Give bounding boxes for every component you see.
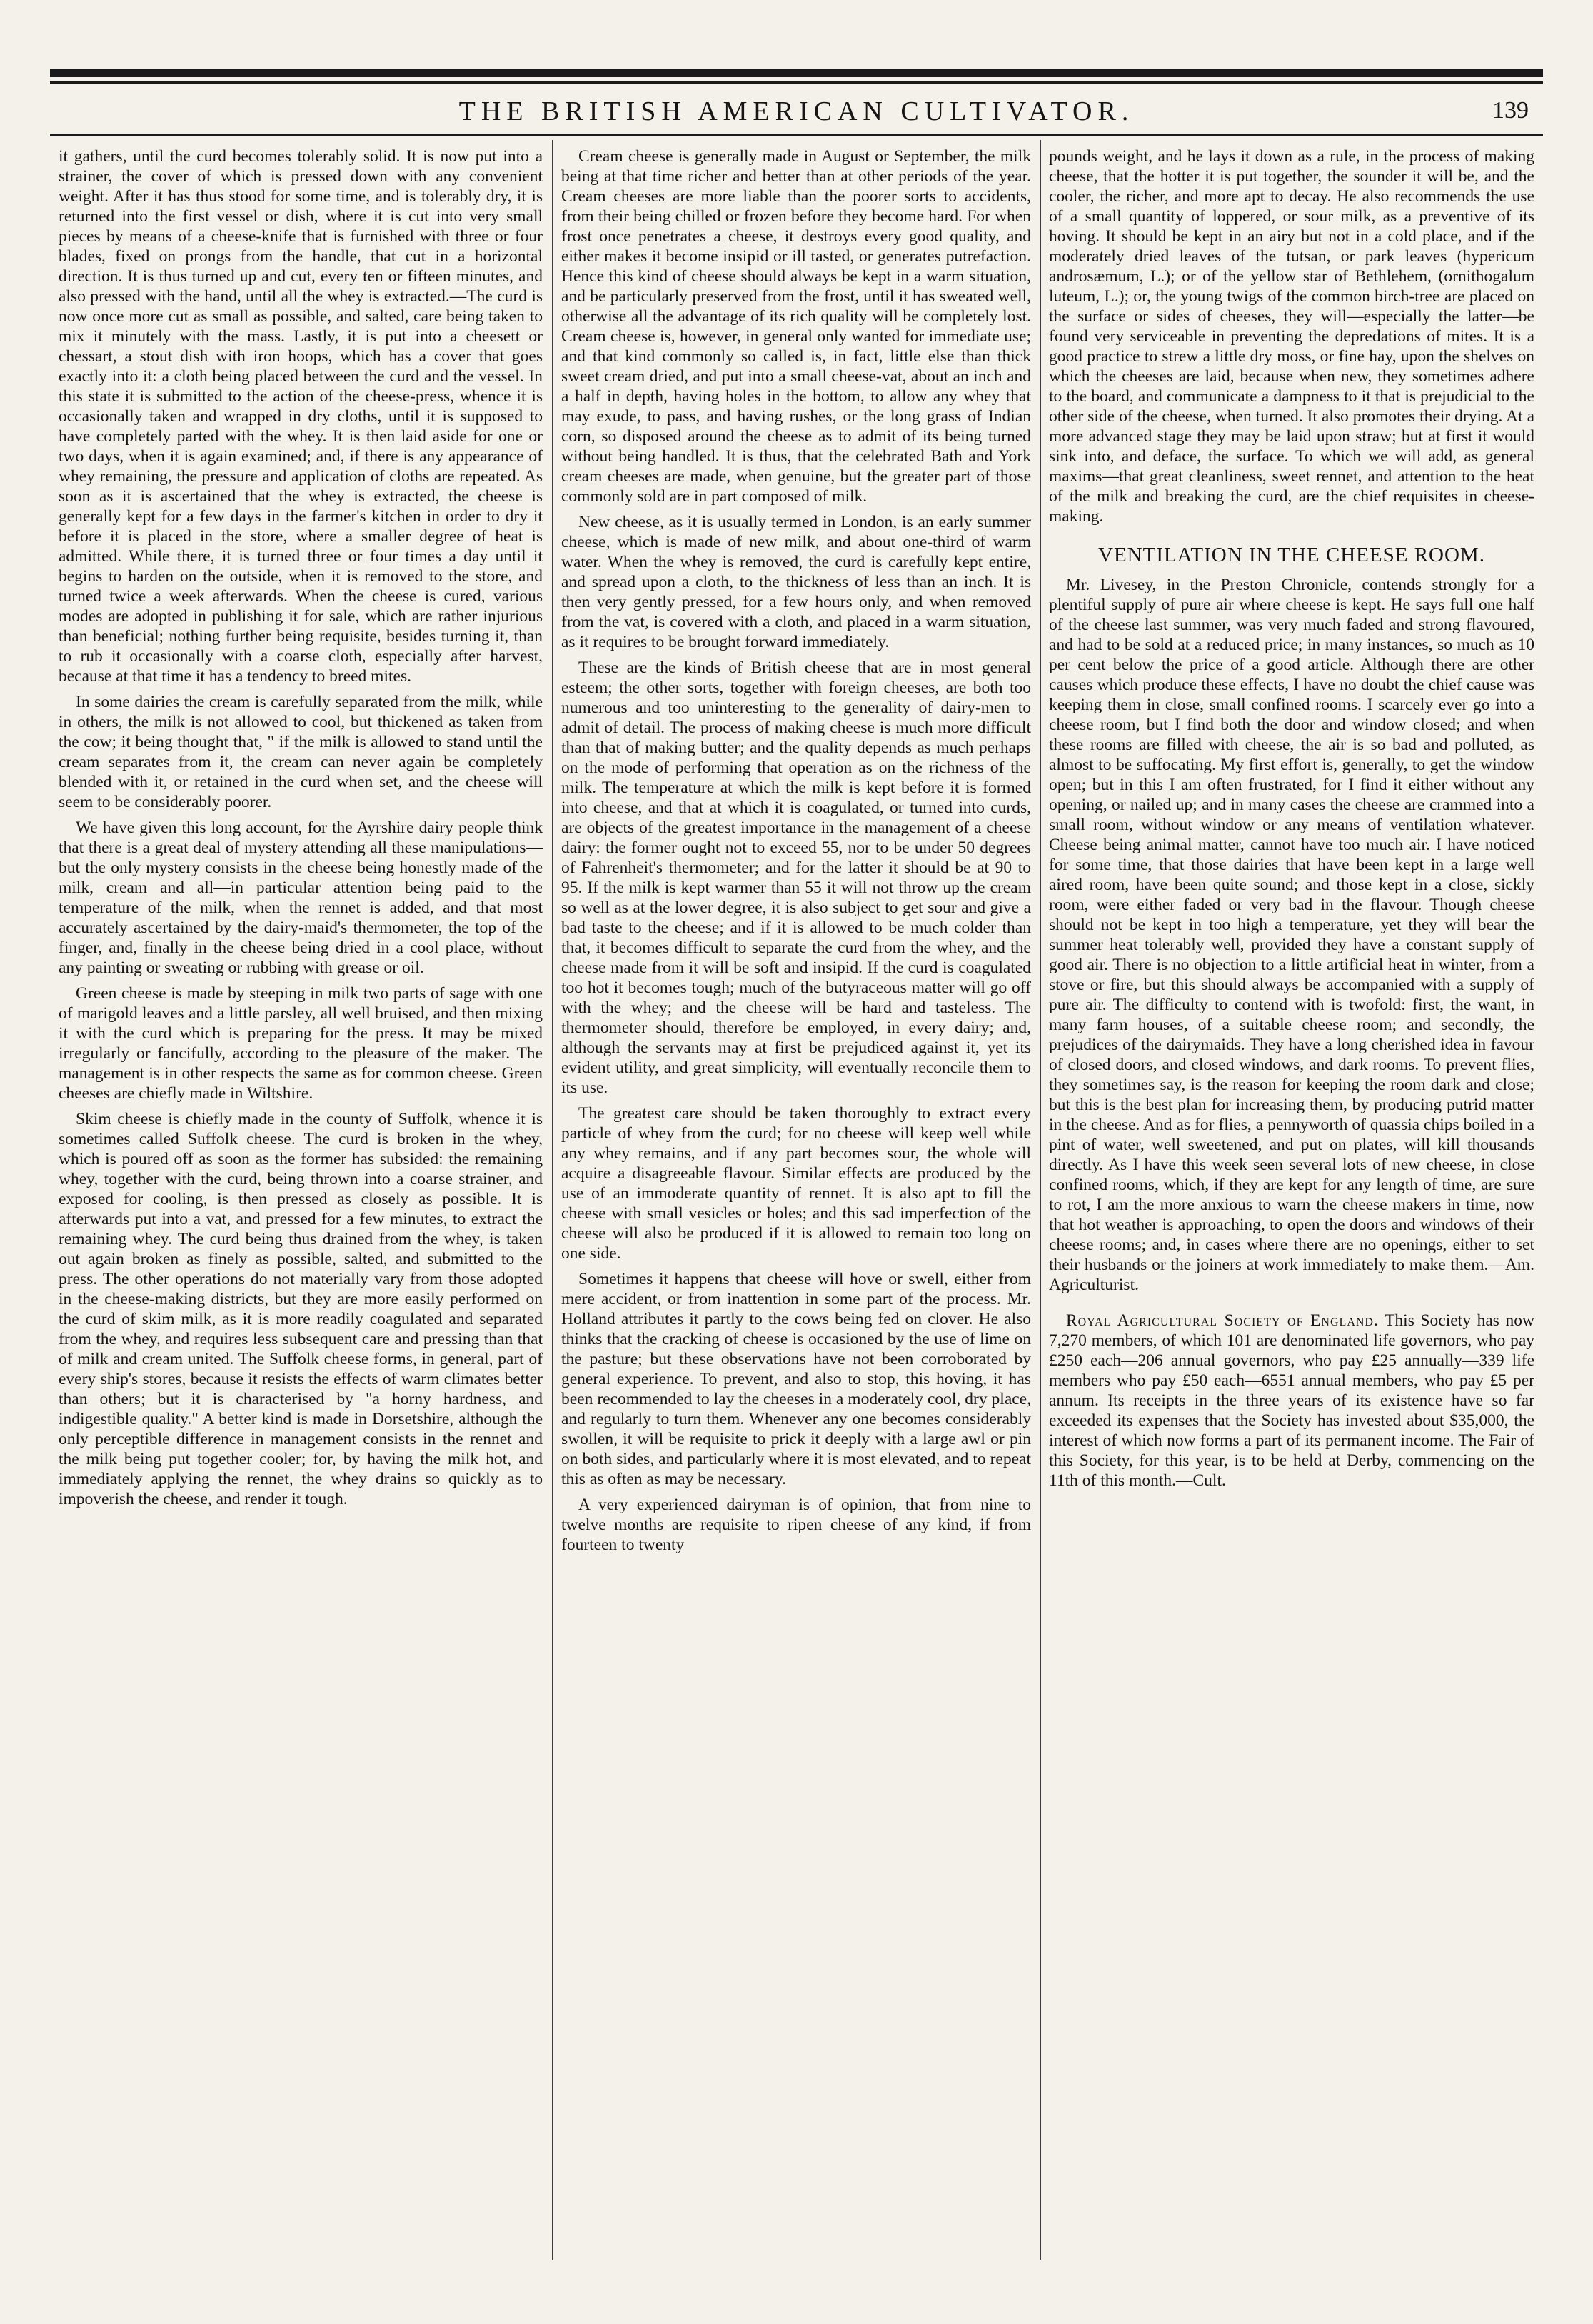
ventilation-heading: VENTILATION IN THE CHEESE ROOM. bbox=[1098, 544, 1485, 566]
col2-paragraph-1: Cream cheese is generally made in August or September, the milk being at that time richer and better than at other periods of the year. Cream cheeses are more liable than the poorer sorts to accidents, from their being chilled or frozen before they become hard. For when frost once penetrates a cheese, it destroys every good quality, and either makes it become insipid or ill tasted, or generates putrefaction. Hence this kind of cheese should always be kept in a warm situation, and be particularly preserved from the frost, until it has sweated well, otherwise all the advantage of its rich quality will be completely lost. Cream cheese is, however, in general only wanted for immediate use; and that kind commonly so called is, in fact, little else than thick sweet cream dried, and put into a small cheese-vat, about an inch and a half in depth, having holes in the bottom, to allow any whey that may exude, to pass, and having rushes, or the long grass of Indian corn, so disposed around the cheese as to admit of its being turned without being handled. It is thus, that the celebrated Bath and York cream cheeses are made, when genuine, but the greater part of those commonly sold are in part composed of milk. bbox=[561, 147, 1031, 506]
column-rule-2 bbox=[1040, 140, 1041, 2260]
masthead-top-rule bbox=[50, 69, 1543, 77]
royal-society-paragraph bbox=[1049, 1311, 1534, 1491]
royal-society-body: This Society has now 7,270 members, of which 101 are denominated life governors, who pay £250 each—206 annual governors, who pay £25 annually—339 life members who pay £50 each—6551 annual members, who pay £5 per annum. Its receipts in the three years of its existence have so far exceeded its expenses that the Society has invested about $35,000, the interest of which now forms a part of its permanent income. The Fair of this Society, for this year, is to be held at Derby, commencing on the 11th of this month.—Cult. bbox=[1049, 1311, 1534, 1490]
col2-paragraph-6: A very experienced dairyman is of opinion, that from nine to twelve months are requisite to ripen cheese of any kind, if from fourteen to twenty bbox=[561, 1496, 1031, 1554]
col1-paragraph-4: Green cheese is made by steeping in milk two parts of sage with one of marigold leaves and a little parsley, all well bruised, and then mixing it with the curd which is preparing for the press. It may be mixed irregularly or fancifully, according to the pleasure of the maker. The management is in other respects the same as for common cheese. Green cheeses are chiefly made in Wiltshire. bbox=[59, 984, 543, 1103]
col2-paragraph-3: These are the kinds of British cheese that are in most general esteem; the other sorts, together with foreign cheeses, are both too numerous and too uninteresting to the generality of dairy-men to admit of detail. The process of making cheese is much more difficult than that of making butter; and the quality depends as much perhaps on the mode of performing that operation as on the richness of the milk. The temperature at which the milk is kept before it is formed into cheese, and that at which it is coagulated, or turned into curds, are objects of the greatest importance in the management of a cheese dairy: the former ought not to exceed 55, nor to be under 50 degrees of Fahrenheit's thermometer; and for the latter it should be at 90 to 95. If the milk is kept warmer than 55 it will not throw up the cream so well as at the lower degree, it is also subject to get sour and give a bad taste to the cheese; and if it is allowed to be much colder than that, it becomes difficult to separate the curd from the whey, and the cheese made from it will be soft and insipid. If the curd is coagulated too hot it becomes tough; much of the butyraceous matter will go off with the whey; and the cheese will be hard and tasteless. The thermometer should, therefore be employed, in every dairy; and, although the servants may at first be prejudiced against it, yet its evident utility, and great simplicity, will eventually reconcile them to its use. bbox=[561, 658, 1031, 1097]
col2-paragraph-2: New cheese, as it is usually termed in London, is an early summer cheese, which is made of new milk, and about one-third of warm water. When the whey is removed, the curd is carefully kept entire, and spread upon a cloth, to the thickness of less than an inch. It is then very gently pressed, for a few hours only, and when removed from the vat, is covered with a cloth, and placed in a warm situation, as it requires to be brought forward immediately. bbox=[561, 513, 1031, 651]
ventilation-paragraph: Mr. Livesey, in the Preston Chronicle, contends strongly for a plentiful supply of pure air where cheese is kept. He says full one half of the cheese last summer, was very much faded and strong flavoured, and had to be sold at a reduced price; in many instances, so much as 10 per cent below the price of a good article. Although there are other causes which produce these effects, I have no doubt the chief cause was keeping them in close, small confined rooms. I scarcely ever go into a cheese room, but I find both the door and window closed; and when these rooms are filled with cheese, the air is so bad and polluted, as almost to be suffocating. My first effort is, generally, to get the window open; but in this I am often frustrated, for I find it either without any opening, or nailed up; and in many cases the cheese are crammed into a small room, without window or any means of ventilation whatever. Cheese being animal matter, cannot have too much air. I have noticed for some time, that those dairies that have been kept in a large well aired room, have been quite sound; and those kept in a close, sickly room, were either faded or very bad in the flavour. Though cheese should not be kept in too high a temperature, yet they will bear the summer heat tolerably well, provided they have a constant supply of good air. There is no objection to a little artificial heat in winter, from a stove or fire, but this should always be accompanied with a supply of pure air. The difficulty to contend with is twofold: first, the want, in many farm houses, of a suitable cheese room; and secondly, the prejudices of the dairymaids. They have a long cherished idea in favour of closed doors, and closed windows, and dark rooms. To prevent flies, they sometimes say, is the reason for keeping the room dark and close; but this is the best plan for increasing them, by producing putrid matter in the cheese. And as for flies, a pennyworth of quassia chips boiled in a pint of water, well sweetened, and put on plates, will kill thousands directly. As I have this week seen several lots of new cheese, in close confined rooms, which, if they are kept for any length of time, are sure to rot, I am the more anxious to warn the cheese makers in time, now that hot weather is approaching, to open the doors and windows of their cheese rooms; and, in cases where there are no openings, either to set their husbands or the joiners at work immediately to make them.—Am. Agriculturist. bbox=[1049, 576, 1534, 1294]
masthead-thin-rule bbox=[50, 81, 1543, 84]
col2-paragraph-5: Sometimes it happens that cheese will hove or swell, either from mere accident, or from inattention in some part of the process. Mr. Holland attributes it partly to the cows being fed on clover. He also thinks that the cracking of cheese is occasioned by the use of lime on the pasture; but these observations have not been corroborated by general experience. To prevent, and also to stop, this hoving, it has been recommended to lay the cheeses in a moderately cool, dry place, and regularly to turn them. Whenever any one becomes considerably swollen, it will be requisite to prick it deeply with a large awl or pin on both sides, and particularly where it is most elevated, and to repeat this as often as may be necessary. bbox=[561, 1270, 1031, 1488]
col1-paragraph-5: Skim cheese is chiefly made in the county of Suffolk, whence it is sometimes called Suffolk cheese. The curd is broken in the whey, which is poured off as soon as the former has subsided: the remaining whey, together with the curd, being thrown into a coarse strainer, and exposed for cooling, is then pressed as closely as possible. It is afterwards put into a vat, and pressed for a few minutes, to extract the remaining whey. The curd being thus drained from the whey, is taken out again broken as finely as possible, salted, and submitted to the press. The other operations do not materially vary from those adopted in the cheese-making districts, but they are more easily performed on the curd of skim milk, as it is more readily coagulated and separated from the whey, and requires less subsequent care and pressing than that of milk and cream united. The Suffolk cheese forms, in general, part of every ship's stores, because it resists the effects of warm climates better than others; but it is characterised by "a horny hardness, and indigestible quality." A better kind is made in Dorsetshire, although the only perceptible difference in management consists in the rennet and the milk being put together cooler; for, by having the milk hot, and immediately applying the rennet, the whey drains so quickly as to impoverish the cheese, and render it tough. bbox=[59, 1110, 543, 1508]
masthead-bottom-rule bbox=[50, 134, 1543, 136]
page-number: 139 bbox=[1492, 97, 1529, 124]
col3-paragraph-1: pounds weight, and he lays it down as a rule, in the process of making cheese, that the hotter it is put together, the sounder it will be, and the cooler, the richer, and more apt to decay. He also recommends the use of a small quantity of loppered, or sour milk, as a preventive of its hoving. It should be kept in an airy but not in a cold place, and if the moderately dried leaves of the tutsan, or park leaves (hypericum androsæmum, L.); or of the yellow star of Bethlehem, (ornithogalum luteum, L.); or, the young twigs of the common birch-tree are placed on the surface or sides of cheeses, they will—especially the latter—be found very serviceable in preventing the depredations of mites. It is a good practice to strew a little dry moss, or fine hay, upon the shelves on which the cheeses are laid, because when new, they sometimes adhere to the board, and communicate a dampness to it that is prejudicial to the other side of the cheese, when turned. It also promotes their drying. At a more advanced stage they may be laid upon straw; but at first it would sink into, and deface, the surface. To which we will add, as general maxims—that great cleanliness, sweet rennet, and attention to the heat of the milk and breaking the curd, are the chief requisites in cheese-making. bbox=[1049, 147, 1534, 526]
column-2 bbox=[561, 146, 1031, 2256]
col2-paragraph-4: The greatest care should be taken thoroughly to extract every particle of whey from the curd; for no cheese will keep well while any whey remains, and if any part becomes sour, the whole will acquire a disagreeable flavour. Similar effects are produced by the use of an immoderate quantity of rennet. It is also apt to fill the cheese with small vesicles or holes; and this sad imperfection of the cheese will also be produced if it is allowed to remain too long on one side. bbox=[561, 1104, 1031, 1263]
column-rule-1 bbox=[552, 140, 553, 2260]
running-title: THE BRITISH AMERICAN CULTIVATOR. bbox=[458, 96, 1135, 126]
col1-paragraph-3: We have given this long account, for the Ayrshire dairy people think that there is a great deal of mystery attending all these manipulations—but the only mystery consists in the cheese being honestly made of the milk, cream and all—in particular attention being paid to the temperature of the milk, when the rennet is added, and that most accurately ascertained by the dairy-maid's thermometer, the top of the finger, and, finally in the cheese being dried in a cool place, without any painting or sweating or rubbing with grease or oil. bbox=[59, 818, 543, 977]
col1-paragraph-2: In some dairies the cream is carefully separated from the milk, while in others, the milk is not allowed to cool, but thickened as taken from the cow; it being thought that, " if the milk is allowed to stand until the cream separates from it, the cream can never again be completely blended with it, or retained in the curd when set, and the cheese will seem to be considerably poorer. bbox=[59, 693, 543, 811]
col1-paragraph-1: it gathers, until the curd becomes tolerably solid. It is now put into a strainer, the cover of which is pressed down with any convenient weight. After it has thus stood for some time, and is tolerably dry, it is returned into the first vessel or dish, where it is cut into very small pieces by means of a cheese-knife that is furnished with three or four blades, fixed on prongs from the handle, that cut in a horizontal direction. It is thus turned up and cut, every ten or fifteen minutes, and also pressed with the hand, until all the whey is extracted.—The curd is now once more cut as small as possible, and salted, care being taken to mix it minutely with the mass. Lastly, it is put into a cheesett or chessart, a stout dish with iron hoops, which has a cover that goes exactly into it: a cloth being placed between the curd and the vessel. In this state it is submitted to the action of the cheese-press, whence it is occasionally taken and wrapped in dry cloths, until it is supposed to have completely parted with the whey. It is then laid aside for one or two days, when it is again examined; and, if there is any appearance of whey remaining, the pressure and application of cloths are repeated. As soon as it is ascertained that the whey is extracted, the cheese is generally kept for a few days in the farmer's kitchen in order to dry it before it is placed in the store, where a smaller degree of heat is admitted. While there, it is turned three or four times a day until it begins to harden on the outside, when it is removed to the store, and turned twice a week afterwards. When the cheese is cured, various modes are adopted in publishing it for sale, which are rather injurious than beneficial; nothing further being requisite, besides turning it, than to rub it occasionally with a coarse cloth, especially after harvest, because at that time it has a tendency to breed mites. bbox=[59, 147, 543, 686]
column-1 bbox=[59, 146, 543, 2256]
column-3 bbox=[1049, 146, 1534, 2256]
royal-society-lead: Royal Agricultural Society of England. bbox=[1066, 1311, 1379, 1330]
